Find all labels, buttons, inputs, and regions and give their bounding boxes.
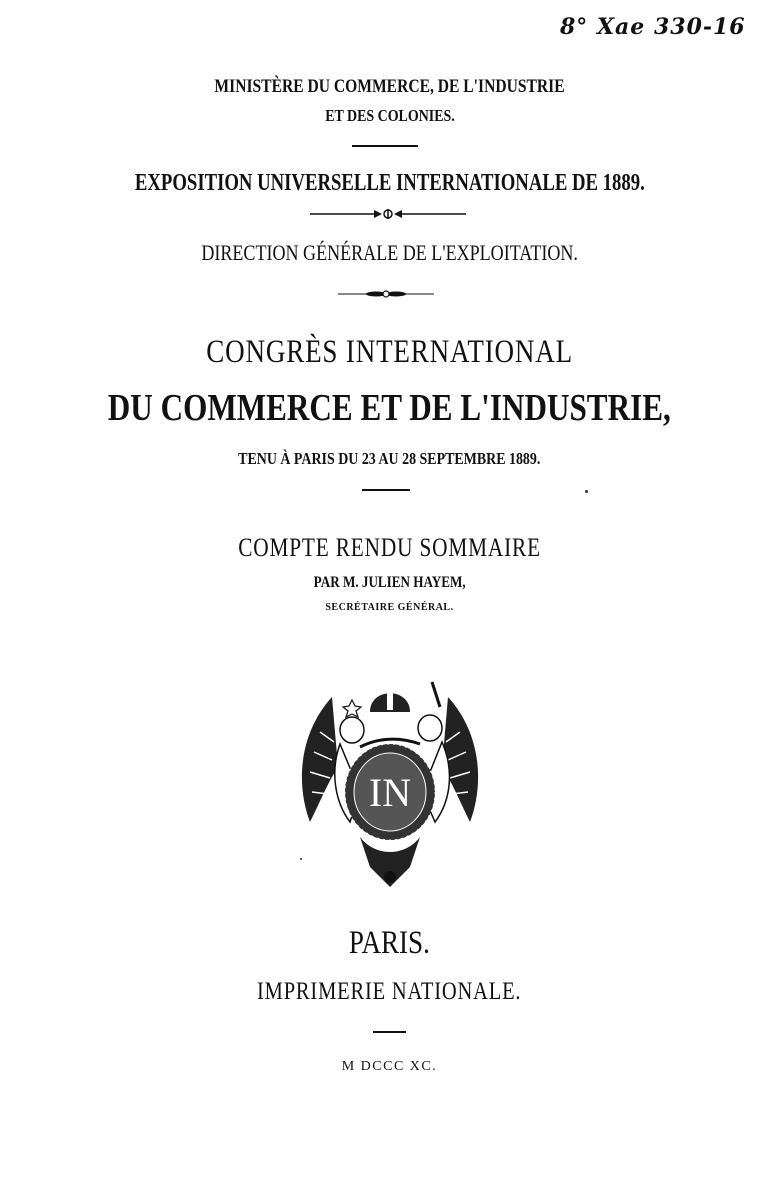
imprint-city	[0, 925, 779, 962]
ornamental-divider-icon	[308, 208, 468, 220]
report-author-text: PAR M. JULIEN HAYEM,	[313, 574, 466, 591]
report-author	[0, 574, 779, 592]
report-title	[0, 533, 779, 563]
exposition-heading-text: EXPOSITION UNIVERSELLE INTERNATIONALE DE 1889.	[134, 170, 645, 196]
speck	[300, 858, 302, 860]
svg-text:IN: IN	[368, 770, 412, 815]
direction-heading	[0, 240, 779, 266]
ministry-line-2-text: ET DES COLONIES.	[324, 106, 455, 125]
divider-rule	[373, 1031, 406, 1033]
ministry-line-2	[0, 106, 779, 126]
ornamental-divider-icon	[336, 289, 436, 299]
author-role	[0, 602, 779, 613]
imprint-city-text: PARIS.	[348, 925, 430, 961]
congress-title-line-1-text: CONGRÈS INTERNATIONAL	[206, 334, 573, 370]
imprint-printer-text: IMPRIMERIE NATIONALE.	[257, 978, 522, 1005]
congress-title-line-2-text: DU COMMERCE ET DE L'INDUSTRIE,	[108, 387, 671, 429]
imprint-printer	[0, 978, 779, 1006]
congress-dates-text: TENU À PARIS DU 23 AU 28 SEPTEMBRE 1889.	[238, 449, 541, 468]
ministry-line-1	[0, 76, 779, 98]
imprimerie-nationale-emblem-icon	[290, 672, 490, 892]
divider-rule	[362, 489, 410, 491]
imprint-year-text: M DCCC XC.	[341, 1059, 438, 1074]
author-role-text: SECRÉTAIRE GÉNÉRAL.	[325, 602, 454, 613]
report-title-text: COMPTE RENDU SOMMAIRE	[238, 533, 541, 562]
direction-heading-text: DIRECTION GÉNÉRALE DE L'EXPLOITATION.	[201, 240, 578, 265]
exposition-heading	[0, 170, 779, 197]
congress-title-line-2	[0, 386, 779, 430]
congress-title-line-1	[0, 334, 779, 371]
ministry-line-1-text: MINISTÈRE DU COMMERCE, DE L'INDUSTRIE	[214, 76, 565, 97]
speck	[585, 490, 588, 493]
imprint-year	[0, 1059, 779, 1075]
divider-rule	[352, 145, 418, 147]
library-shelfmark: 8° Xae 330-16	[560, 14, 746, 40]
congress-dates	[0, 449, 779, 469]
